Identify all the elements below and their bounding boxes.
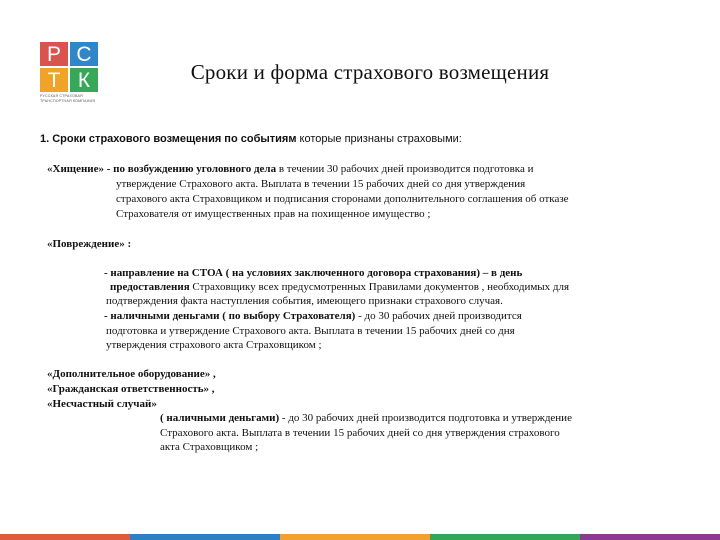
logo-caption: РУССКАЯ СТРАХОВАЯ ТРАНСПОРТНАЯ КОМПАНИЯ — [40, 94, 96, 103]
page-title: Сроки и форма страхового возмещения — [190, 60, 550, 84]
other-line-3: акта Страховщиком ; — [160, 441, 259, 453]
theft-line-1 — [47, 162, 534, 176]
logo-letter-r: Р — [40, 42, 68, 66]
theft-condition: - по возбуждению уголовного дела — [104, 163, 277, 175]
damage-item1-text: Страховщику всех предусмотренных Правилами документов , необходимых для — [189, 281, 570, 293]
section-heading — [40, 132, 462, 146]
other-label-3: «Несчастный случай» — [47, 398, 157, 410]
other-bold: ( наличными деньгами) — [160, 412, 280, 424]
theft-line-4: Страхователя от имущественных прав на похищенное имущество ; — [116, 208, 431, 220]
other-label-1: «Дополнительное оборудование» , — [47, 368, 216, 380]
footer-color-bar — [0, 534, 720, 540]
footer-segment-red — [0, 534, 130, 540]
theft-label: «Хищение» — [47, 163, 105, 175]
footer-segment-purple — [580, 534, 720, 540]
damage-item2-bold: - наличными деньгами ( по выбору Страхователя) — [104, 310, 356, 322]
logo-letter-t: Т — [40, 68, 68, 92]
damage-item1-bold2: предоставления — [110, 281, 190, 293]
section-heading-bold: 1. Сроки страхового возмещения по событиям — [40, 133, 297, 145]
theft-line-3: страхового акта Страховщиком и подписания сторонами дополнительного соглашения об отказе — [116, 193, 569, 205]
logo-letter-k: К — [70, 68, 98, 92]
other-text-1: - до 30 рабочих дней производится подготовка и утверждение — [279, 412, 572, 424]
damage-item2-line-2: подготовка и утверждение Страхового акта. Выплата в течении 15 рабочих дней со дня — [106, 325, 515, 337]
footer-segment-green — [430, 534, 580, 540]
damage-item1-line-1: - направление на СТОА ( на условиях заключенного договора страхования) – в день — [104, 267, 523, 279]
damage-item1-line-2 — [110, 280, 569, 294]
damage-item2-text: - до 30 рабочих дней производится — [355, 310, 522, 322]
damage-item2-line-1 — [104, 309, 522, 323]
theft-text-1: в течении 30 рабочих дней производится подготовка и — [276, 163, 534, 175]
section-heading-tail: которые признаны страховыми: — [296, 133, 462, 145]
footer-segment-orange — [280, 534, 430, 540]
damage-label: «Повреждение» : — [47, 238, 132, 250]
other-line-1 — [160, 411, 572, 425]
logo-letter-s: С — [70, 42, 98, 66]
footer-segment-blue — [130, 534, 280, 540]
damage-item2-line-3: утверждения страхового акта Страховщиком ; — [106, 339, 322, 351]
theft-line-2: утверждение Страхового акта. Выплата в течении 15 рабочих дней со дня утверждения — [116, 178, 526, 190]
other-label-2: «Гражданская ответственность» , — [47, 383, 215, 395]
damage-item1-line-3: подтверждения факта наступления события, имеющего признаки страхового случая. — [106, 295, 503, 307]
other-line-2: Страхового акта. Выплата в течении 15 рабочих дней со дня утверждения страхового — [160, 427, 560, 439]
